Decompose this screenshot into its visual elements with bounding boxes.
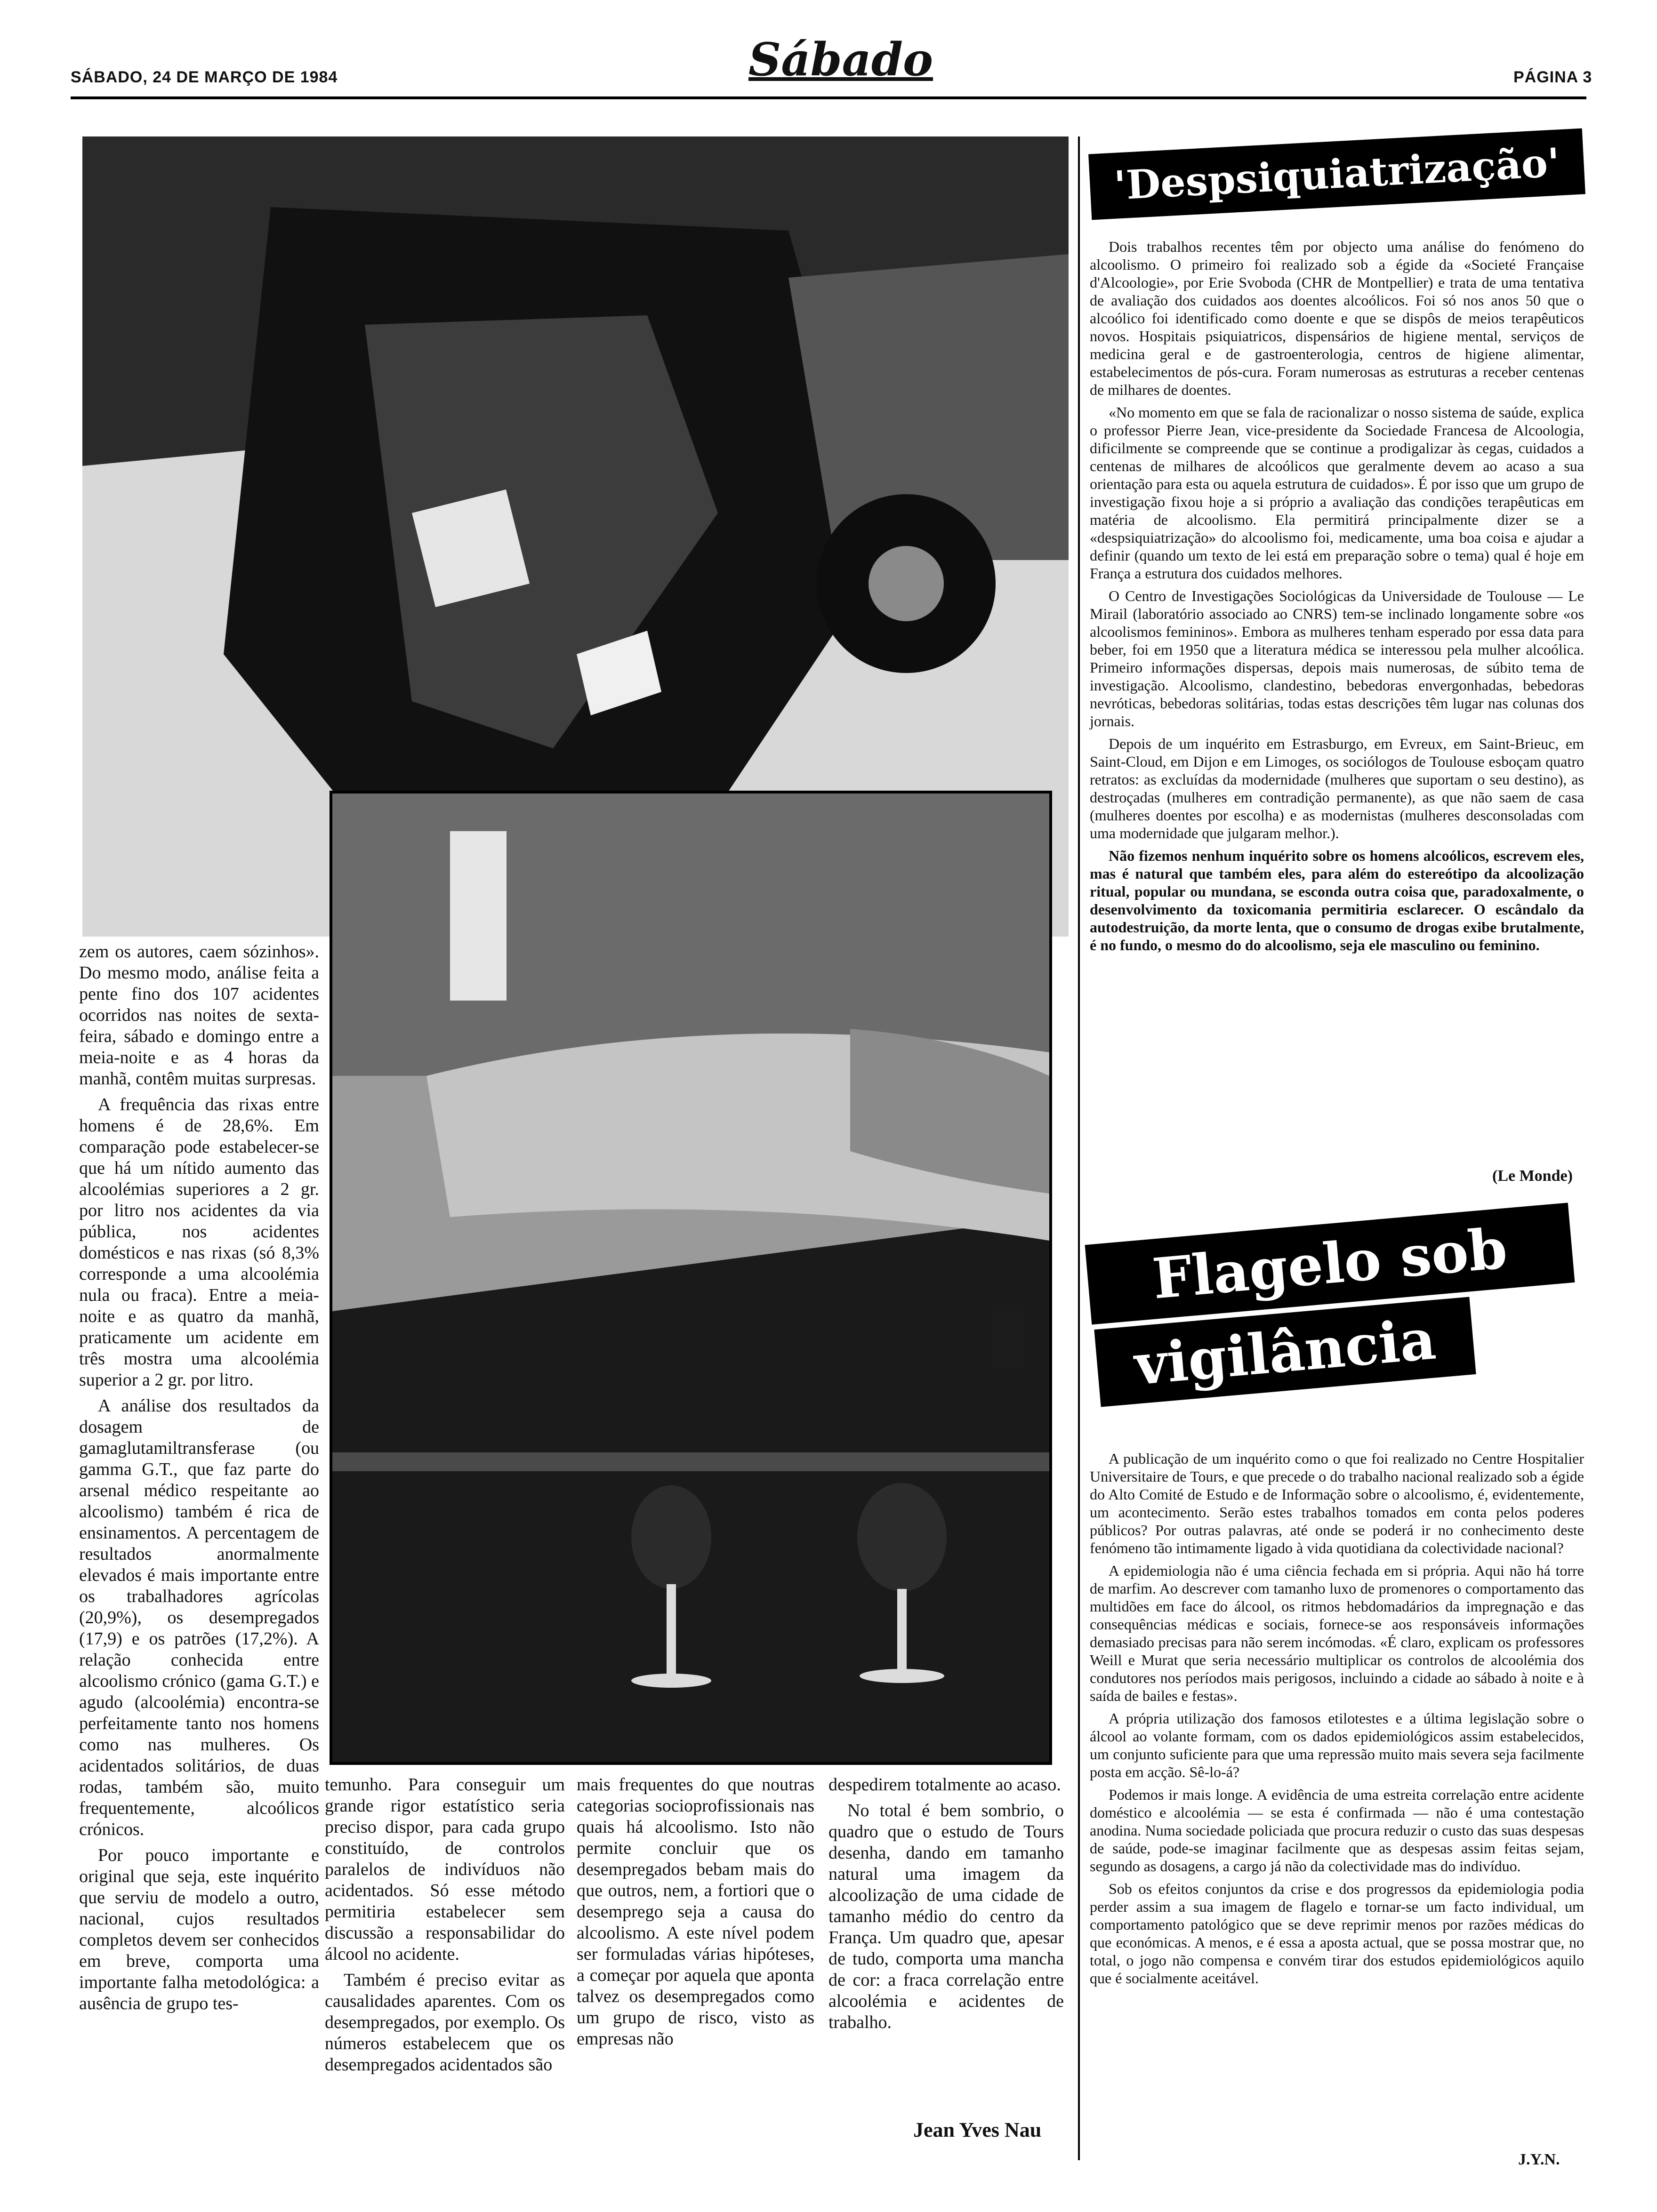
flagelo-title-line2: vigilância	[1094, 1297, 1476, 1407]
paragraph: zem os autores, caem sózinhos». Do mesmo modo, análise feita a pente fino dos 107 acidentes ocorridos nas noites de sexta-feira, sábado e domingo entre a meia-noite e as 4 horas da manhã, contêm muitas surpresas.	[79, 942, 319, 1089]
paragraph: Depois de um inquérito em Estrasburgo, em Evreux, em Saint-Brieuc, em Saint-Cloud, em Dijon e em Limoges, os sociólogos de Toulouse esboçam quatro retratos: as excluídas da modernidade (mulheres que suportam o seu destino), as destroçadas (mulheres em contradição permanente), as que não saem de casa (mulheres doentes por escolha) e as modernistas (mulheres desconsoladas com uma modernidade que julgaram melhor.).	[1090, 735, 1584, 842]
paragraph: Também é preciso evitar as causalidades aparentes. Com os desempregados, por exemplo. Os números estabelecem que os desempregados acidentados são	[325, 1970, 565, 2075]
column-divider	[1078, 136, 1080, 2160]
article-right-top-body	[1090, 238, 1584, 959]
article-left-col1	[79, 941, 319, 2019]
paragraph: Dois trabalhos recentes têm por objecto uma análise do fenómeno do alcoolismo. O primeiro foi realizado sob a égide da «Societé Française d'Alcoologie», por Erie Svoboda (CHR de Montpellier) e trata de uma tentativa de avaliação dos cuidados aos doentes alcoólicos. Foi só nos anos 50 que o alcoólico foi identificado como doente e que se dispôs de meios terapêuticos novos. Hospitais psiquiatricos, dispensários de higiene mental, serviços de medicina geral e de gastroenterologia, centros de higiene alimentar, estabelecimentos de pós-cura. Foram numerosas as estruturas a receber centenas de milhares de doentes.	[1090, 238, 1584, 398]
article-left-col2	[325, 1774, 565, 2080]
source-le-monde: (Le Monde)	[1492, 1167, 1573, 1185]
author-signature: Jean Yves Nau	[913, 2118, 1042, 2141]
article-left-col3	[577, 1774, 814, 2054]
despsiquiatrizacao-title: 'Despsiquiatrização'	[1088, 128, 1585, 220]
header-date: SÁBADO, 24 DE MARÇO DE 1984	[71, 68, 338, 86]
paragraph: despedirem totalmente ao acaso.	[828, 1775, 1061, 1795]
paragraph: A publicação de um inquérito como o que foi realizado no Centre Hospitalier Universitaire de Tours, e que precede o do trabalho nacional realizado sob a égide do Alto Comité de Estudo e de Informação sobre o alcoolismo, é, evidentemente, um acontecimento. Serão estes trabalhos tomados em conta pelos poderes públicos? Por outras palavras, até onde se poderá ir no conhecimento deste fenómeno tão intimamente ligado à vida quotidiana da colectividade nacional?	[1090, 1450, 1584, 1556]
paragraph: Podemos ir mais longe. A evidência de uma estreita correlação entre acidente doméstico e alcoolémia — se esta é confirmada — não é uma contestação anodina. Numa sociedade policiada que procura reduzir o custo das suas despesas de saúde, pode-se imaginar facilmente que as despesas assim feitas sejam, segundo as dosagens, a cargo já não da colectividade mas do indivíduo.	[1090, 1786, 1584, 1875]
paragraph: A análise dos resultados da dosagem de gamaglutamiltransferase (ou gamma G.T., que faz parte do arsenal médico respeitante ao alcoolismo) também é rica de ensinamentos. A percentagem de resultados anormalmente elevados é mais importante entre os trabalhadores agrícolas (20,9%), os desempregados (17,9) e os patrões (17,2%). A relação conhecida entre alcoolismo crónico (gama G.T.) e agudo (alcoolémia) encontra-se perfeitamente tanto nos homens como nas mulheres. Os acidentados solitários, de duas rodas, também são, muito frequentemente, alcoólicos crónicos.	[79, 1396, 319, 1839]
paragraph: temunho. Para conseguir um grande rigor estatístico seria preciso dispor, para cada grupo constituído, de controlos paralelos de indivíduos não acidentados. Só esse método permitiria estabelecer sem discussão a responsabilidar do álcool no acidente.	[325, 1775, 565, 1964]
article-left-col4	[828, 1774, 1064, 2038]
paragraph: A epidemiologia não é uma ciência fechada em si própria. Aqui não há torre de marfim. Ao descrever com tamanho luxo de promenores o comportamento das multidões em face do álcool, os ritmos hebdomadários da impregnação e das consequências médicas e sociais, fornece-se aos responsáveis informações demasiado precisas para não serem incómodas. «É claro, explicam os professores Weill e Murat que seria necessário multiplicar os controlos de alcoolémia dos condutores nos períodos mais perigosos, incluindo a cidade ao sábado à noite e à saída de bailes e festas».	[1090, 1562, 1584, 1704]
signature-jyn: J.Y.N.	[1518, 2151, 1560, 2168]
paragraph: Sob os efeitos conjuntos da crise e dos progressos da epidemiologia podia perder assim a sua imagem de flagelo e tornar-se um facto individual, um comportamento patológico que se deve reprimir menos por razões médicas do que económicas. A menos, e é essa a aposta actual, que se possa mostrar que, no total, o jogo não compensa e convém tirar dos estudos epidemiológicos aquilo que é socialmente aceitável.	[1090, 1880, 1584, 1987]
paragraph: mais frequentes do que noutras categorias socioprofissionais nas quais há alcoolismo. Isto não permite concluir que os desempregados bebam mais do que outros, nem, a fortiori que o desemprego seja a causa do alcoolismo. A este nível podem ser formuladas várias hipóteses, a começar por aquela que aponta talvez os desempregados como um grupo de risco, visto as empresas não	[577, 1775, 814, 2049]
masthead: Sábado	[748, 33, 933, 86]
paragraph: No total é bem sombrio, o quadro que o estudo de Tours desenha, dando em tamanho natural uma imagem da alcoolização de uma cidade de tamanho médio do centro da França. Um quadro que, apesar de tudo, comporta uma mancha de cor: a fraca correlação entre alcoolémia e acidentes de trabalho.	[828, 1801, 1064, 2032]
article-right-bottom-body	[1090, 1450, 1584, 1992]
wine-glasses-photo	[330, 791, 1052, 1765]
paragraph: Por pouco importante e original que seja, este inquérito que serviu de modelo a outro, nacional, cujos resultados completos devem ser conhecidos em breve, comporta uma importante falha metodológica: a ausência de grupo tes-	[79, 1845, 319, 2013]
paragraph: A própria utilização dos famosos etilotestes e a última legislação sobre o álcool ao volante formam, com os dados epidemiológicos assim estabelecidos, um conjunto suficiente para que uma repressão muito mais severa seja facilmente posta em acção. Sê-lo-á?	[1090, 1710, 1584, 1780]
paragraph: O Centro de Investigações Sociológicas da Universidade de Toulouse — Le Mirail (laboratório associado ao CNRS) tem-se inclinado longamente sobre «os alcoolismos femininos». Embora as mulheres tenham esperado por essa data para beber, foi em 1950 que a literatura médica se interessou pela mulher alcoólica. Primeiro informações dispersas, depois mais numerosas, de súbito tema de investigação. Alcoolismo, clandestino, bebedoras envergonhadas, bebedoras nevróticas, bebedoras solitárias, todas estas descrições têm lugar nas colunas dos jornais.	[1090, 587, 1584, 729]
flagelo-title-line1: Flagelo sob	[1085, 1202, 1575, 1324]
header-page: PÁGINA 3	[1513, 68, 1593, 86]
paragraph: «No momento em que se fala de racionalizar o nosso sistema de saúde, explica o professor Pierre Jean, vice-presidente da Sociedade Francesa de Alcoologia, dificilmente se compreende que se continue a prodigalizar às cegas, cuidados a centenas de milhares de alcoólicos que geralmente devem ao acaso a sua orientação para esta ou aquela estrutura de cuidados». É por isso que um grupo de investigação fixou hoje a si próprio a avaliação das condições terapêuticas em matéria de alcoolismo. Ela permitirá principalmente dizer se a «despsiquiatrização» do alcoolismo foi, medicamente, uma boa coisa e ajudar a definir (quando um texto de lei está em preparação sobre o tema) qual é hoje em França a estrutura dos cuidados melhores.	[1090, 404, 1584, 582]
header-rule	[71, 96, 1586, 99]
paragraph: A frequência das rixas entre homens é de 28,6%. Em comparação pode estabelecer-se que há um nítido aumento das alcoolémias superiores a 2 gr. por litro nos acidentes da via pública, nos acidentes domésticos e nas rixas (só 8,3% corresponde a uma alcoolémia nula ou fraca). Entre a meia-noite e as quatro da manhã, praticamente um acidente em três mostra uma alcoolémia superior a 2 gr. por litro.	[79, 1095, 319, 1390]
paragraph: Não fizemos nenhum inquérito sobre os homens alcoólicos, escrevem eles, mas é natural que também eles, para além do estereótipo da alcoolização ritual, popular ou mundana, se esconda outra coisa que, paradoxalmente, o desenvolvimento da toxicomania permitiria esclarecer. O escândalo da autodestruição, da morte lenta, que o consumo de drogas exibe brutalmente, é no fundo, o mesmo do do alcoolismo, seja ele masculino ou feminino.	[1090, 847, 1584, 954]
